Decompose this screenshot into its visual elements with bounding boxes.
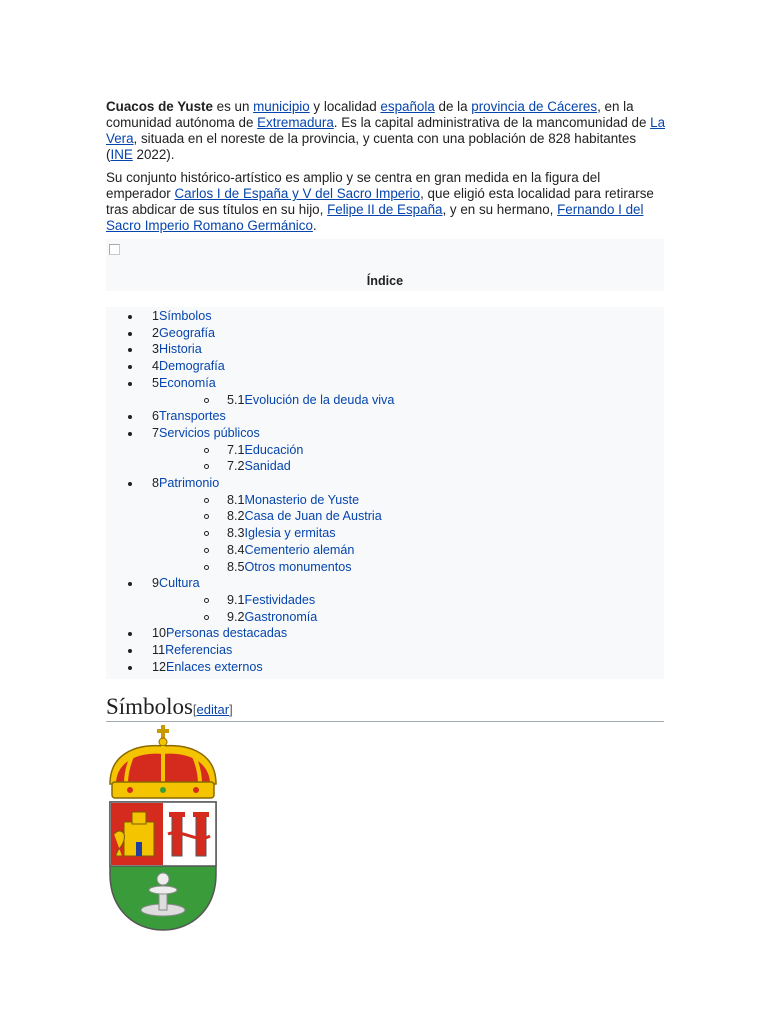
toc-item[interactable] <box>152 308 212 324</box>
toc-item[interactable] <box>152 375 216 391</box>
intro-text: de la <box>434 99 472 114</box>
bullet-icon <box>128 666 132 670</box>
toc-list <box>106 307 664 679</box>
toc-link[interactable]: Sanidad <box>244 459 291 474</box>
toc-number: 9.1 <box>227 592 245 607</box>
circle-bullet-icon <box>204 398 209 403</box>
toc-number: 8.2 <box>227 509 245 524</box>
toc-item[interactable] <box>227 458 291 474</box>
toc-item[interactable] <box>152 408 226 424</box>
toc-number: 4 <box>152 359 160 374</box>
toc-number: 8.3 <box>227 526 245 541</box>
toc-link[interactable]: Cultura <box>159 576 200 591</box>
toc-link[interactable]: Evolución de la deuda viva <box>244 392 395 407</box>
toc-item[interactable] <box>227 392 394 408</box>
toc-item[interactable] <box>152 659 263 675</box>
toc-link[interactable]: Monasterio de Yuste <box>244 492 360 507</box>
toc-item[interactable] <box>227 525 336 541</box>
link-extremadura[interactable]: Extremadura <box>257 115 334 130</box>
edit-bracket: ] <box>229 702 233 717</box>
intro-text: . Es la capital administrativa de la mancomunidad de <box>333 115 651 130</box>
toc-link[interactable]: Transportes <box>159 409 226 424</box>
edit-bracket: [ <box>192 702 197 717</box>
link-la-vera[interactable]: La Vera <box>106 115 666 146</box>
pillar-capital <box>193 812 209 817</box>
toc-number: 2 <box>152 325 160 340</box>
toc-number: 3 <box>152 342 160 357</box>
bullet-icon <box>128 365 132 369</box>
toc-item[interactable] <box>227 492 359 508</box>
pillar-icon <box>172 816 182 856</box>
toc-number: 8.4 <box>227 542 245 557</box>
intro-text: , en la comunidad autónoma de <box>106 99 634 130</box>
bullet-icon <box>128 348 132 352</box>
crown-jewel <box>193 787 199 793</box>
bullet-icon <box>128 582 132 586</box>
toc-number: 7 <box>152 425 160 440</box>
toc-link[interactable]: Otros monumentos <box>244 559 352 574</box>
circle-bullet-icon <box>204 598 209 603</box>
link-felipe-ii[interactable]: Felipe II de España <box>327 202 443 217</box>
toc-number: 5.1 <box>227 392 245 407</box>
circle-bullet-icon <box>204 498 209 503</box>
toc-link[interactable]: Historia <box>159 342 202 357</box>
history-text: Su conjunto histórico-artístico es amplio y se centra en gran medida en la figura del emperador <box>106 170 601 201</box>
crown-jewel <box>160 787 166 793</box>
link-ine[interactable]: INE <box>110 147 133 162</box>
toc-item[interactable] <box>152 475 219 491</box>
toc-link[interactable]: Referencias <box>165 643 233 657</box>
toc-header <box>106 239 664 291</box>
circle-bullet-icon <box>204 565 209 570</box>
toc-number: 8.1 <box>227 492 245 507</box>
toc-link[interactable]: Personas destacadas <box>166 626 288 641</box>
pillar-capital <box>169 812 185 817</box>
bullet-icon <box>128 315 132 319</box>
edit-section <box>193 702 233 717</box>
toc-number: 12 <box>152 659 167 674</box>
link-espanola[interactable]: española <box>380 99 435 114</box>
toc-number: 1 <box>152 309 160 323</box>
bullet-icon <box>128 332 132 336</box>
circle-bullet-icon <box>204 448 209 453</box>
toc-item[interactable] <box>152 625 287 641</box>
circle-bullet-icon <box>204 615 209 620</box>
toc-link[interactable]: Geografía <box>159 325 216 340</box>
toc-link[interactable]: Gastronomía <box>244 609 318 624</box>
toc-item[interactable] <box>227 559 352 575</box>
history-text: . <box>312 218 317 233</box>
toc-number: 7.1 <box>227 442 245 457</box>
toc-number: 9 <box>152 576 160 591</box>
bullet-icon <box>128 482 132 486</box>
toc-item[interactable] <box>227 609 317 625</box>
toc-title: Índice <box>366 274 404 288</box>
toc-item[interactable] <box>152 358 225 374</box>
crown-orb <box>159 738 167 746</box>
toc-link[interactable]: Servicios públicos <box>159 425 260 440</box>
toc-number: 6 <box>152 409 160 424</box>
intro-text: 2022). <box>132 147 175 162</box>
bullet-icon <box>128 432 132 436</box>
toc-item[interactable] <box>227 508 382 524</box>
article-title-bold: Cuacos de Yuste <box>106 99 213 114</box>
toc-item[interactable] <box>227 542 354 558</box>
link-fernando-i[interactable]: Fernando I del Sacro Imperio Romano Germánico <box>106 202 644 233</box>
toc-number: 11 <box>152 643 166 657</box>
toc-link[interactable]: Patrimonio <box>159 476 220 490</box>
history-paragraph <box>106 170 666 234</box>
toc-item[interactable] <box>152 575 200 591</box>
castle-door <box>136 842 142 856</box>
section-title: Símbolos <box>106 694 193 719</box>
history-text: , y en su hermano, <box>442 202 558 217</box>
intro-paragraph <box>106 99 666 163</box>
toc-number: 7.2 <box>227 459 245 474</box>
bullet-icon <box>128 415 132 419</box>
toc-toggle-checkbox[interactable] <box>109 244 120 255</box>
toc-number: 10 <box>152 626 167 641</box>
toc-link[interactable]: Símbolos <box>159 309 212 323</box>
bullet-icon <box>128 382 132 386</box>
toc-link[interactable]: Demografía <box>159 359 225 374</box>
circle-bullet-icon <box>204 464 209 469</box>
circle-bullet-icon <box>204 548 209 553</box>
link-municipio[interactable]: municipio <box>253 99 310 114</box>
circle-bullet-icon <box>204 514 209 519</box>
toc-number: 9.2 <box>227 609 245 624</box>
intro-text: y localidad <box>309 99 381 114</box>
toc-item[interactable] <box>227 592 315 608</box>
toc-link[interactable]: Festividades <box>244 592 316 607</box>
bullet-icon <box>128 632 132 636</box>
toc-number: 8.5 <box>227 559 245 574</box>
link-provincia-caceres[interactable]: provincia de Cáceres <box>471 99 598 114</box>
bullet-icon <box>128 649 132 653</box>
crown-jewel <box>127 787 133 793</box>
edit-link[interactable]: editar <box>196 702 230 717</box>
toc-item[interactable] <box>152 642 232 658</box>
toc-item[interactable] <box>152 341 202 357</box>
toc-number: 8 <box>152 476 160 490</box>
toc-item[interactable] <box>152 325 215 341</box>
toc-link[interactable]: Economía <box>159 375 216 390</box>
toc-link[interactable]: Iglesia y ermitas <box>244 526 336 541</box>
pillar-icon <box>196 816 206 856</box>
coat-of-arms-image[interactable] <box>104 724 222 932</box>
toc-link[interactable]: Enlaces externos <box>166 659 263 674</box>
toc-link[interactable]: Cementerio alemán <box>244 542 355 557</box>
toc-link[interactable]: Casa de Juan de Austria <box>244 509 382 524</box>
circle-bullet-icon <box>204 531 209 536</box>
toc-item[interactable] <box>227 442 303 458</box>
history-text: , que eligió esta localidad para retirarse tras abdicar de sus títulos en su hijo, <box>106 186 654 217</box>
castle-tower <box>132 812 146 824</box>
toc-item[interactable] <box>152 425 260 441</box>
intro-text: es un <box>212 99 254 114</box>
crown-cross <box>157 729 169 733</box>
toc-link[interactable]: Educación <box>244 442 304 457</box>
fountain-top <box>157 873 169 885</box>
intro-text: , situada en el noreste de la provincia, y cuenta con una población de 828 habitantes ( <box>106 131 637 162</box>
section-heading-simbolos <box>106 694 664 722</box>
toc-number: 5 <box>152 375 160 390</box>
fountain-basin <box>149 886 177 894</box>
link-carlos-i[interactable]: Carlos I de España y V del Sacro Imperio <box>174 186 421 201</box>
